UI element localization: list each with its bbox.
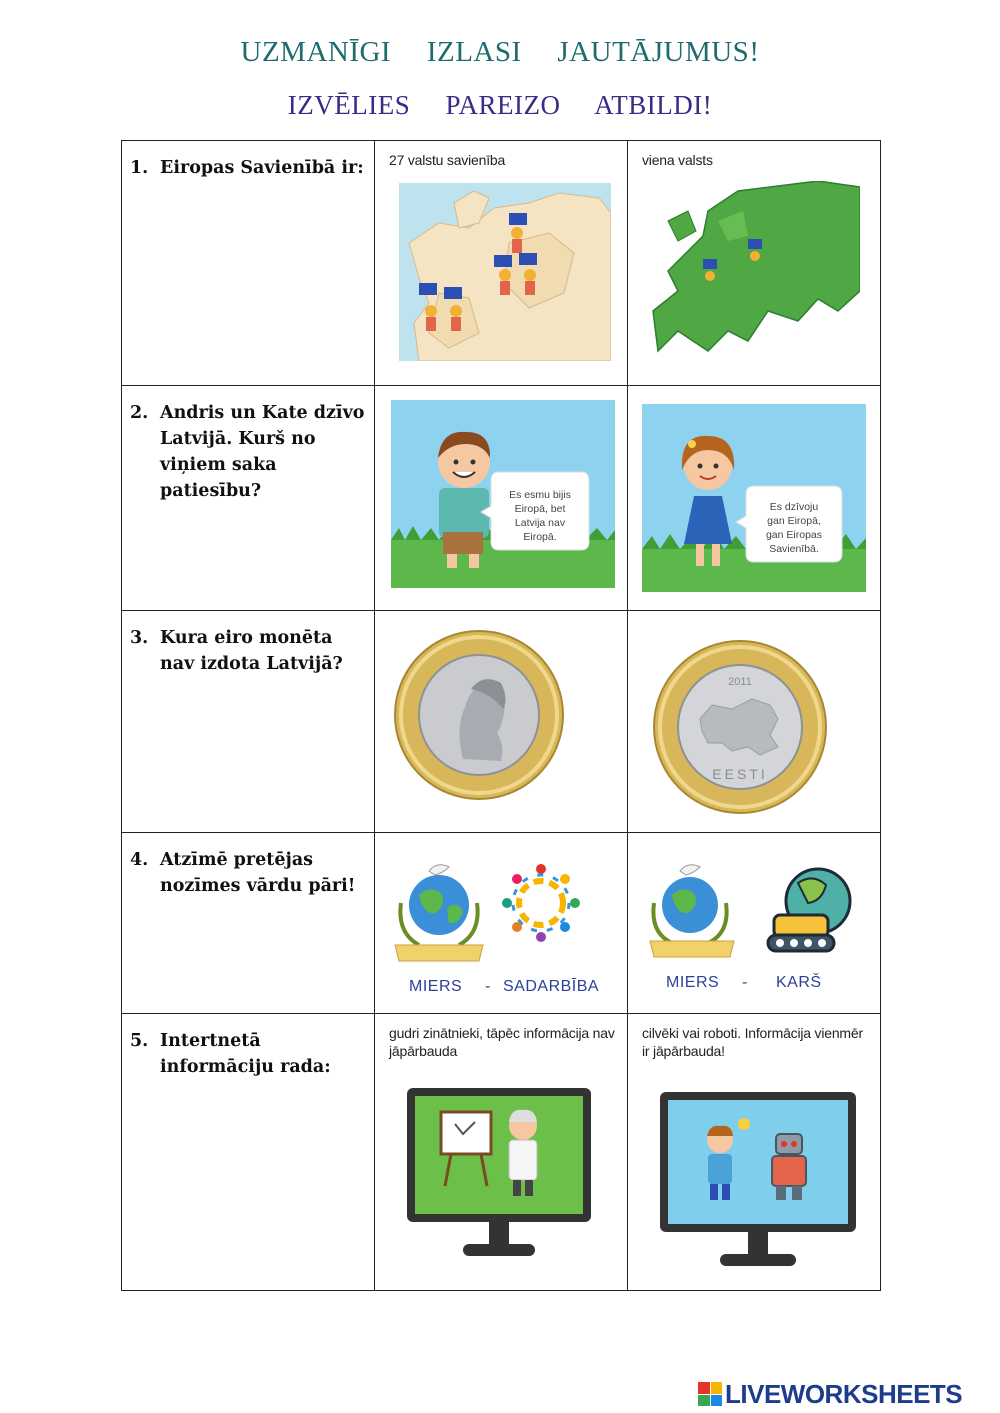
question-number: 4. xyxy=(130,850,149,870)
boy-speaking-image xyxy=(391,400,615,588)
word-right: SADARBĪBA xyxy=(503,978,600,995)
answer-caption: gudri zinātnieki, tāpēc informācija nav jāpārbauda xyxy=(389,1025,615,1059)
speech-line: Es dzīvoju xyxy=(769,501,819,513)
word-left: MIERS xyxy=(666,974,720,991)
answer-option-2b[interactable] xyxy=(628,386,881,611)
question-text: Atzīmē pretējas nozīmes vārdu pāri! xyxy=(160,850,356,896)
question-text: Intertnetā informāciju rada: xyxy=(160,1031,331,1077)
question-number: 5. xyxy=(130,1031,149,1051)
question-text: Eiropas Savienībā ir: xyxy=(160,158,364,178)
question-text: Kura eiro monēta nav izdota Latvijā? xyxy=(160,628,343,674)
green-europe-map-image xyxy=(648,181,860,355)
word-left: MIERS xyxy=(409,978,463,995)
speech-line: Savienībā. xyxy=(769,543,819,555)
answer-caption: 27 valstu savienība xyxy=(389,152,506,168)
word-dash: - xyxy=(485,978,491,995)
speech-line: gan Eiropas xyxy=(765,529,823,541)
question-row-5 xyxy=(122,1014,881,1291)
answer-option-5b[interactable] xyxy=(628,1014,881,1291)
answer-caption: cilvēki vai roboti. Informācija vienmēr ir jāpārbauda! xyxy=(642,1025,863,1059)
worksheet-title: UZMANĪGI IZLASI JAUTĀJUMUS! xyxy=(240,36,760,68)
footer-brand-text: LIVEWORKSHEETS xyxy=(725,1378,963,1409)
speech-line: Es esmu bijis xyxy=(509,489,571,501)
liveworksheets-logo-icon xyxy=(698,1382,722,1406)
coin-year: 2011 xyxy=(728,676,752,688)
word-dash: - xyxy=(742,974,748,991)
speech-line: gan Eiropā, xyxy=(767,515,821,527)
speech-line: Eiropā. xyxy=(523,531,557,543)
answer-option-3b[interactable] xyxy=(628,611,881,833)
answer-caption: viena valsts xyxy=(642,152,713,168)
peace-war-image xyxy=(648,853,874,1003)
question-table xyxy=(121,140,881,1291)
question-text: Andris un Kate dzīvo Latvijā. Kurš no viņiem saka patiesību? xyxy=(160,403,365,501)
question-row-2 xyxy=(122,386,881,611)
question-cell-4 xyxy=(122,833,375,1014)
estonian-coin-image xyxy=(652,639,828,815)
question-cell-2 xyxy=(122,386,375,611)
answer-option-4b[interactable] xyxy=(628,833,881,1014)
answer-option-3a[interactable] xyxy=(375,611,628,833)
question-cell-5 xyxy=(122,1014,375,1291)
question-cell-3 xyxy=(122,611,375,833)
coin-text: EESTI xyxy=(712,766,768,782)
monitor-scientist-image xyxy=(405,1086,593,1264)
monitor-boy-robot-image xyxy=(658,1090,858,1272)
footer-brand[interactable] xyxy=(698,1378,962,1410)
question-cell-1 xyxy=(122,141,375,386)
word-right: KARŠ xyxy=(776,974,822,991)
answer-option-1a[interactable] xyxy=(375,141,628,386)
speech-line: Eiropā, bet xyxy=(514,503,566,515)
question-number: 1. xyxy=(130,158,149,178)
answer-option-4a[interactable] xyxy=(375,833,628,1014)
peace-cooperation-image xyxy=(389,853,615,1003)
latvian-coin-image xyxy=(393,629,565,801)
question-row-3 xyxy=(122,611,881,833)
girl-speaking-image xyxy=(642,404,866,592)
question-row-4 xyxy=(122,833,881,1014)
question-number: 2. xyxy=(130,403,149,423)
speech-line: Latvija nav xyxy=(514,517,566,529)
worksheet-subtitle: IZVĒLIES PAREIZO ATBILDI! xyxy=(287,90,713,120)
answer-option-2a[interactable] xyxy=(375,386,628,611)
question-number: 3. xyxy=(130,628,149,648)
question-row-1 xyxy=(122,141,881,386)
answer-option-5a[interactable] xyxy=(375,1014,628,1291)
eu-map-image xyxy=(399,183,611,361)
answer-option-1b[interactable] xyxy=(628,141,881,386)
